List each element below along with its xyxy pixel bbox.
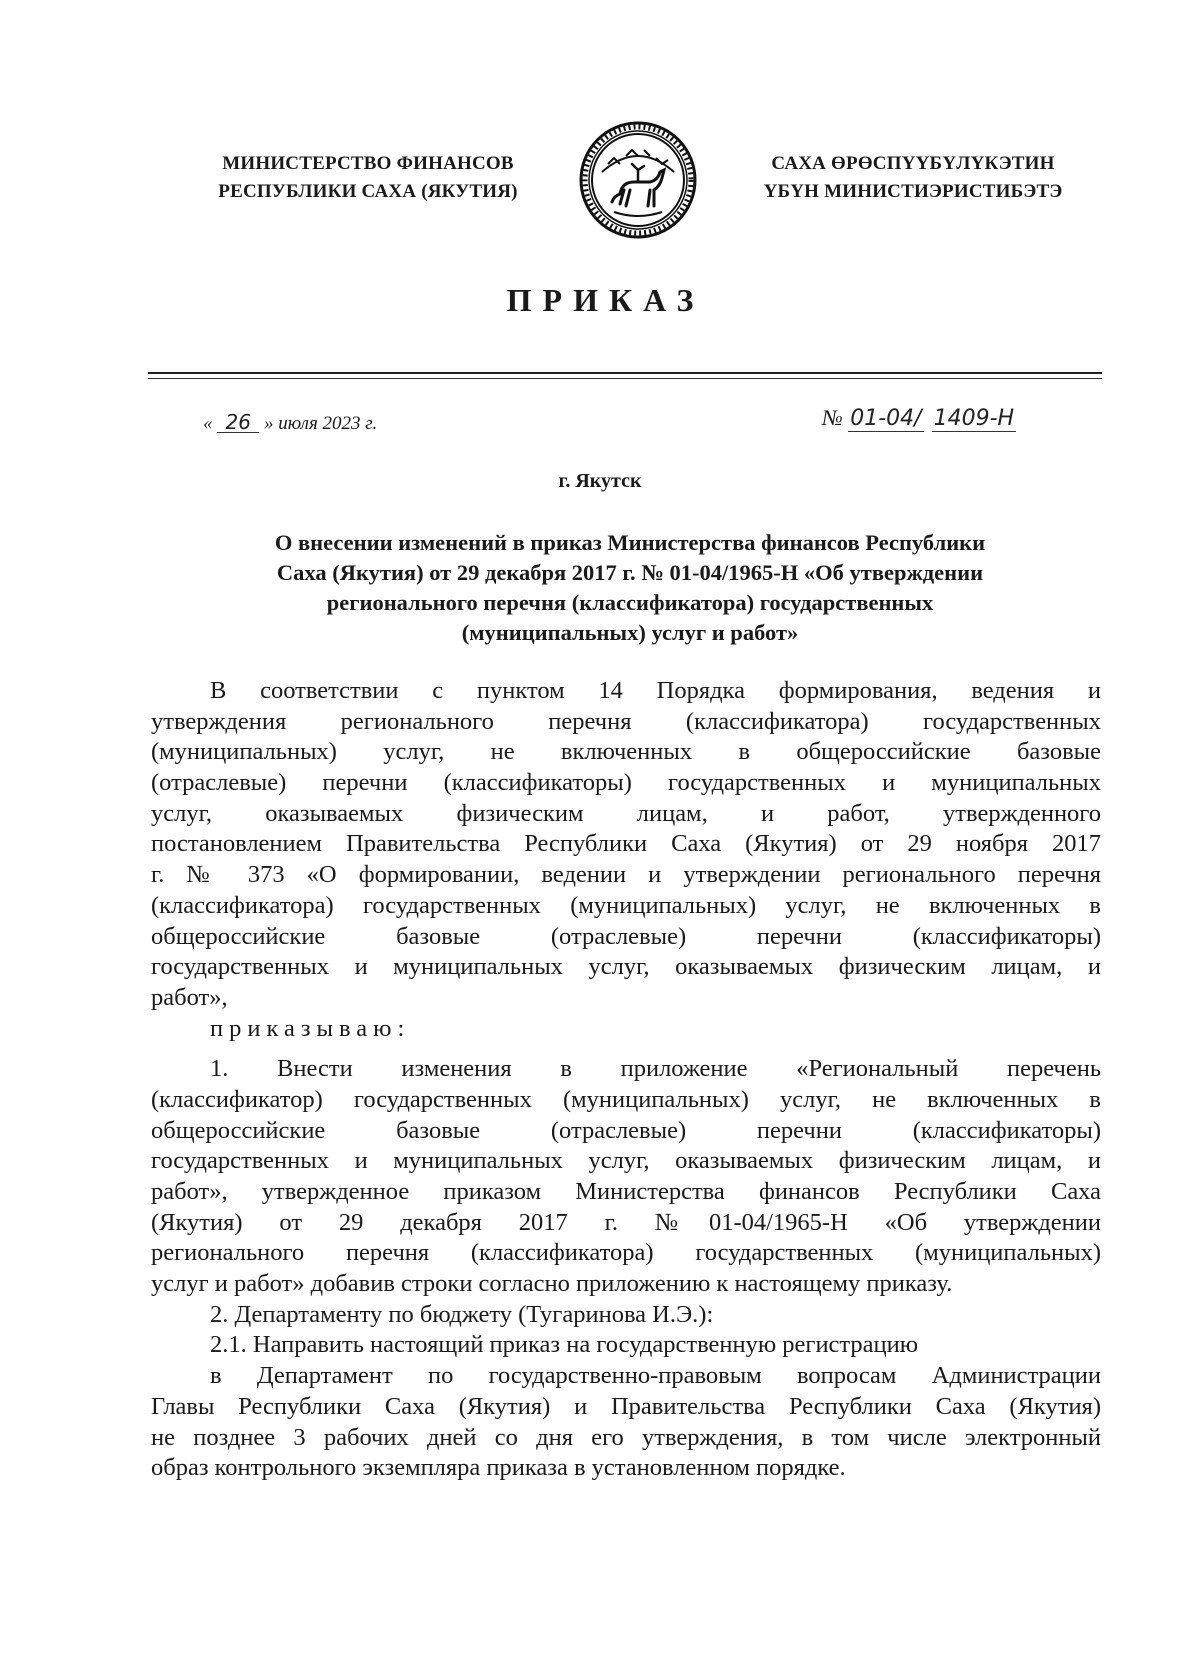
date-month-year: » июля 2023 г. [264,413,378,434]
order-number-sign: № [822,405,843,430]
preamble-line: (муниципальных) услуг, не включенных в общероссийские базовые [151,738,1101,766]
item-2-line: 2. Департаменту по бюджету (Тугаринова И.Э.): [210,1300,714,1328]
item-1-line: услуг и работ» добавив строки согласно приложению к настоящему приказу. [151,1270,953,1298]
order-date [203,412,377,435]
order-subject [160,528,1100,648]
preamble-line: г. № 373 «О формировании, ведении и утверждении регионального перечня [151,861,1101,889]
subject-line: Саха (Якутия) от 29 декабря 2017 г. № 01-04/1965-Н «Об утверждении [276,560,984,585]
item-2-1-line: Главы Республики Саха (Якутия) и Правительства Республики Саха (Якутия) [151,1392,1101,1420]
header-rule-thick [148,372,1102,374]
item-2-1-line: не позднее 3 рабочих дней со дня его утверждения, в том числе электронный [151,1423,1101,1451]
item-2-1-line: образ контрольного экземпляра приказа в установленном порядке. [151,1454,846,1482]
preamble-line: В соответствии с пунктом 14 Порядка формирования, ведения и [210,677,1101,704]
item-1-line: (классификатор) государственных (муниципальных) услуг, не включенных в [151,1085,1101,1113]
ministry-name-russian-line-2: РЕСПУБЛИКИ САХА (ЯКУТИЯ) [218,181,518,202]
order-word: приказываю: [210,1014,411,1042]
order-number-handwritten-part-1: 01-04/ [850,406,922,431]
document-title: ПРИКАЗ [506,282,705,318]
ministry-name-sakha-line-1: САХА ӨРӨСПҮҮБҮЛҮКЭТИН [771,153,1055,174]
sakha-emblem-icon [578,120,698,240]
preamble-line: государственных и муниципальных услуг, оказываемых физическим лицам, и [151,953,1101,981]
item-1-line: работ», утвержденное приказом Министерства финансов Республики Саха [151,1178,1101,1205]
subject-line: О внесении изменений в приказ Министерства финансов Республики [274,530,986,555]
item-1-line: регионального перечня (классификатора) государственных (муниципальных) [151,1239,1101,1267]
ministry-name-russian [168,150,568,206]
preamble-line: услуг, оказываемых физическим лицам, и работ, утвержденного [151,799,1101,827]
date-open-quote: « [203,413,213,434]
item-1-line: государственных и муниципальных услуг, оказываемых физическим лицам, и [151,1147,1101,1175]
preamble-line: (отраслевые) перечни (классификаторы) государственных и муниципальных [151,769,1101,797]
date-day-handwritten: 26 [217,412,259,433]
order-number-handwritten-part-2: 1409-Н [933,406,1015,431]
ministry-name-sakha-line-2: ҮБҮН МИНИСТИЭРИСТИБЭТЭ [763,181,1063,202]
preamble-line: (классификатора) государственных (муниципальных) услуг, не включенных в [151,891,1101,919]
item-2-1-line: 2.1. Направить настоящий приказ на государственную регистрацию [210,1331,919,1359]
item-1-line: общероссийские базовые (отраслевые) перечни (классификаторы) [151,1116,1101,1144]
order-number [822,405,1016,432]
paragraph-gap [151,1044,1101,1054]
item-1-line: 1. Внести изменения в приложение «Региональный перечень [210,1055,1101,1083]
item-1-line: (Якутия) от 29 декабря 2017 г. №01-04/1965-Н «Об утверждении [151,1208,1101,1236]
item-2-1-line: в Департамент по государственно-правовым вопросам Администрации [210,1362,1101,1390]
ministry-name-sakha [708,150,1118,206]
preamble-line: постановлением Правительства Республики Саха (Якутия) от 29 ноября 2017 [151,830,1101,858]
preamble-line: утверждения регионального перечня (классификатора) государственных [151,707,1101,735]
preamble-line: работ», [151,983,228,1011]
subject-line: (муниципальных) услуг и работ» [461,620,799,645]
order-city: г. Якутск [558,470,642,492]
order-body [151,676,1101,1484]
ministry-name-russian-line-1: МИНИСТЕРСТВО ФИНАНСОВ [222,153,514,174]
header-rule-thin [148,378,1102,379]
preamble-line: общероссийские базовые (отраслевые) перечни (классификаторы) [151,922,1101,950]
subject-line: регионального перечня (классификатора) государственных [326,590,934,615]
